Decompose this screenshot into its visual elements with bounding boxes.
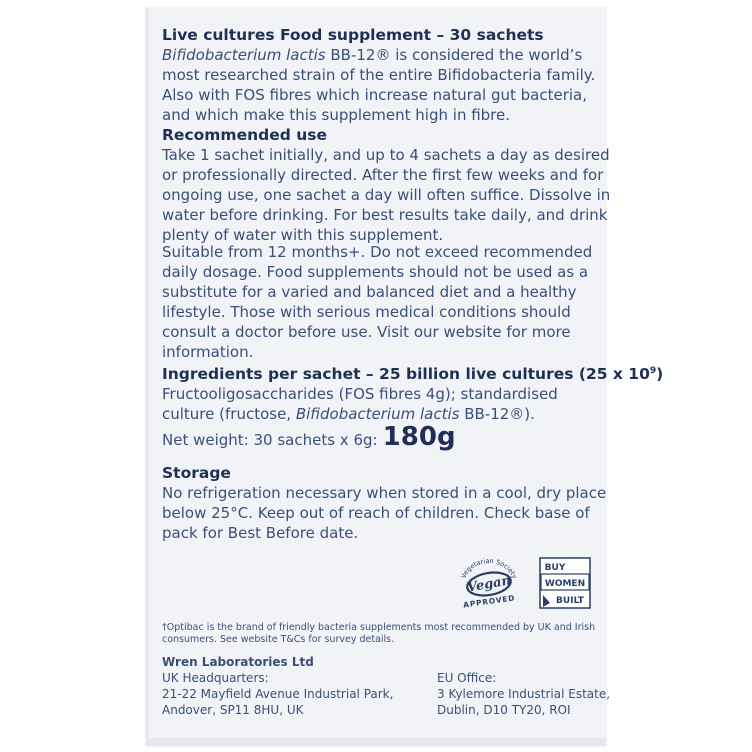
eu-office-title: EU Office: [437, 671, 497, 685]
eu-office-section [437, 670, 611, 718]
recommended-use-title: Recommended use [162, 126, 328, 144]
storage-section [162, 464, 607, 543]
net-weight-section [162, 422, 602, 452]
intro-line-3: Also with FOS fibres which increase natural gut bacteria, [162, 86, 588, 104]
ingredients-line-2-pre: culture (fructose, [162, 405, 296, 423]
package-bottom-edge [146, 738, 606, 746]
uk-hq-title: UK Headquarters: [162, 671, 269, 685]
eu-address-line-1: 3 Kylemore Industrial Estate, [437, 687, 611, 701]
bwb-buy: BUY [544, 563, 566, 573]
package-edge [146, 8, 148, 746]
ingredients-strain: Bifidobacterium lactis [295, 405, 460, 423]
strain-suffix: BB-12® is considered the world’s [325, 46, 583, 64]
intro-section [162, 26, 602, 125]
intro-line-4: and which make this supplement high in fibre. [162, 106, 511, 124]
suitability-line: daily dosage. Food supplements should not be used as a [162, 263, 589, 281]
ingredients-text [162, 384, 602, 424]
footnote-line-1: †Optibac is the brand of friendly bacteria supplements most recommended by UK and Irish [162, 622, 596, 633]
storage-line: No refrigeration necessary when stored in a cool, dry place [162, 484, 607, 502]
suitability-section [162, 242, 602, 362]
intro-line-2: most researched strain of the entire Bifidobacteria family. [162, 66, 596, 84]
recommended-line: ongoing use, one sachet a day will often suffice. Dissolve in [162, 186, 611, 204]
storage-title: Storage [162, 464, 231, 482]
net-weight-label: Net weight: 30 sachets x 6g: [162, 431, 378, 449]
buy-women-built-logo [539, 557, 591, 609]
suitability-line: Suitable from 12 months+. Do not exceed recommended [162, 243, 593, 261]
eu-address-line-2: Dublin, D10 TY20, ROI [437, 703, 571, 717]
ingredients-title-end: ) [656, 365, 664, 383]
vegan-society-text: Vegetarian Society [459, 556, 519, 580]
footnote-line-2: consumers. See website T&Cs for survey details. [162, 634, 395, 645]
suitability-text [162, 242, 602, 362]
suitability-line: information. [162, 343, 254, 361]
net-weight-value: 180g [382, 422, 456, 452]
strain-name: Bifidobacterium lactis [162, 46, 326, 64]
vegan-approved-text: APPROVED [462, 593, 516, 610]
vegan-approved-logo [448, 555, 530, 611]
recommended-line: or professionally directed. After the first few weeks and for [162, 166, 604, 184]
ingredients-line-2-post: BB-12®). [459, 405, 535, 423]
product-title: Live cultures Food supplement – 30 sachets [162, 26, 544, 44]
recommended-line: water before drinking. For best results take daily, and drink [162, 206, 608, 224]
suitability-line: lifestyle. Those with serious medical conditions should [162, 303, 571, 321]
ingredients-exponent: 9 [649, 366, 657, 376]
bwb-women: WOMEN [544, 579, 586, 589]
storage-line: below 25°C. Keep out of reach of children. Check base of [162, 504, 590, 522]
ingredients-title-text: Ingredients per sachet – 25 billion live cultures (25 x 10 [162, 365, 650, 383]
ingredients-title [162, 362, 664, 384]
uk-address-line-1: 21-22 Mayfield Avenue Industrial Park, [162, 687, 394, 701]
storage-text [162, 483, 607, 543]
footnote-section [162, 622, 602, 646]
bwb-built: BUILT [556, 596, 584, 606]
intro-text [162, 45, 602, 125]
recommended-use-text [162, 145, 611, 245]
recommended-line: Take 1 sachet initially, and up to 4 sachets a day as desired [162, 146, 610, 164]
company-name: Wren Laboratories Ltd [162, 655, 314, 669]
vegan-word: Vegan [466, 573, 513, 596]
suitability-line: substitute for a varied and balanced diet and a healthy [162, 283, 577, 301]
recommended-line: plenty of water with this supplement. [162, 226, 444, 244]
uk-address-line-2: Andover, SP11 8HU, UK [162, 703, 304, 717]
suitability-line: consult a doctor before use. Visit our website for more [162, 323, 571, 341]
ingredients-line-1: Fructooligosaccharides (FOS fibres 4g); standardised [162, 385, 558, 403]
ingredients-section [162, 362, 664, 424]
storage-line: pack for Best Before date. [162, 524, 359, 542]
recommended-use-section [162, 126, 611, 245]
